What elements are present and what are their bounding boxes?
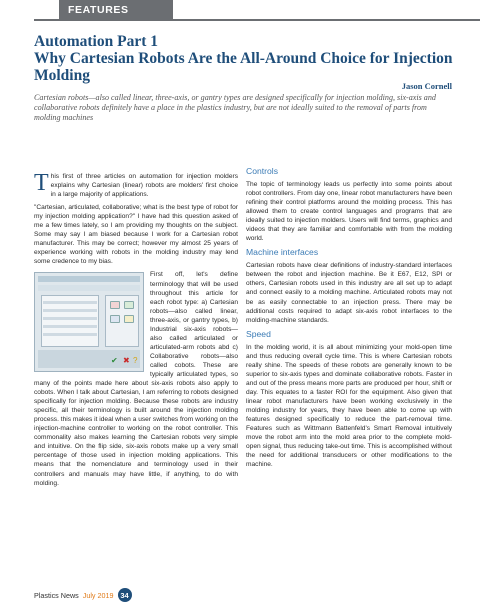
paragraph-3 xyxy=(34,270,238,487)
section-tab xyxy=(59,0,173,19)
right-column xyxy=(246,164,452,473)
page-footer xyxy=(34,588,132,602)
check-icon: ✔ xyxy=(111,356,118,366)
intro-paragraph xyxy=(34,172,238,199)
page-number: 34 xyxy=(118,588,132,602)
left-column xyxy=(34,172,238,492)
intro-text: his first of three articles on automation for injection molders explains why Cartesian (linear) robots are molders' first choice in a large majority of applications. xyxy=(50,173,238,199)
section-label: FEATURES xyxy=(68,3,129,16)
robot-controller-screenshot xyxy=(34,272,144,372)
issue-date: July 2019 xyxy=(82,590,114,600)
title-line-2: Why Cartesian Robots Are the All-Around Choice for Injection Molding xyxy=(34,50,453,84)
title-line-1: Automation Part 1 xyxy=(34,33,158,50)
subhead-speed: Speed xyxy=(246,328,271,339)
controls-paragraph: The topic of terminology leads us perfectly into some points about robot controllers. From day one, linear robot manufacturers have been refining their control platforms around the molding process. This has allowed them to create control languages and programs that are ideally suited to injection molders. Users will find terms, graphics and videos that they are familiar and comfortable with from the molding world. xyxy=(246,181,452,243)
interfaces-paragraph: Cartesian robots have clear definitions of industry-standard interfaces between the robot and injection machine. Be it E67, E12, SPI or others, Cartesian robots used in this industry are all set up to adapt and connect easily to a molding machine. Articulated robots may not be as easily connectable to an injection press. There may be additional costs required to adapt six-axis robot interfaces to the molding-machine standards. xyxy=(246,262,452,324)
help-icon: ? xyxy=(133,356,138,366)
author-byline: Jason Cornell xyxy=(401,81,452,91)
article-title xyxy=(34,33,454,84)
publication-name: Plastics News xyxy=(34,590,79,600)
drop-cap: T xyxy=(34,170,49,196)
screen-titlebar xyxy=(38,276,140,282)
section-rule xyxy=(34,19,480,21)
paragraph-3-text: First off, let's define terminology that will be used throughout this article for each robot type: a) Cartesian robots—also called linear, three-axis, or gantry types, b) Industrial six-axis robots—also called articulated or articulated-arm robots abd c) Collaborative robots—also called cobots. These are typically articulated types, so many of the points made here about six-axis robots also apply to cobots. When I talk about Cartesian, I am referring to robots designed specifically for injection molding. Because these robots are industry specific, all their terminology is built around the injection molding process. this makes it ideal when a user switches from working on the injection-machine controller to working on the robot controller. This commonality also makes learning the Cartesian robots very simple and intuitive. On the flip side, six-axis robots make up a very small percentage of those used in injection molding applications. This means that the nomenclature and terminology used in their controllers and manuals may have little, if anything, to do with molding. xyxy=(34,271,238,487)
paragraph-2: "Cartesian, articulated, collaborative; what is the best type of robot for my injection molding application?" I have had this question asked of me a few times lately, so I am providing my thoughts on the subject. Some may say I am biased because I work for a Cartesian robot manufacturer. This may be correct; however my almost 25 years of experience working with robots in the molding industry may lend some credence to my bias. xyxy=(34,204,238,266)
article-deck: Cartesian robots—also called linear, three-axis, or gantry types are designed specifically for injection molding, six-axis and collaborative robots definitely have a place in the plastics industry, but are not ideally suited to the removal of parts from molding machines xyxy=(34,93,436,123)
screen-toolbar xyxy=(38,285,140,291)
speed-paragraph: In the molding world, it is all about minimizing your mold-open time and thus reducing overall cycle time. This is where Cartesian robots really shine. The speeds of these robots are generally known to be superior to six-axis types and dominate collaborative robots. Faster in and out of the press means more parts are produced per hour, shift or day. This equates to a faster ROI for the equipment. Also given that linear robot manufacturers have been working exclusively in the molding industry for years, they have been able to come up with features designed specifically to reduce the part-removal time. Features such as Wittmann Battenfeld's Smart Removal intuitively move the robot arm into the mold area prior to the complete mold-open signal, thus reducing take-out time. This is accomplished without the need for additional transducers or other modifications to the machine. xyxy=(246,343,452,469)
subhead-machine-interfaces: Machine interfaces xyxy=(246,247,319,258)
subhead-controls: Controls xyxy=(246,166,278,176)
stop-icon: ✖ xyxy=(123,356,130,366)
